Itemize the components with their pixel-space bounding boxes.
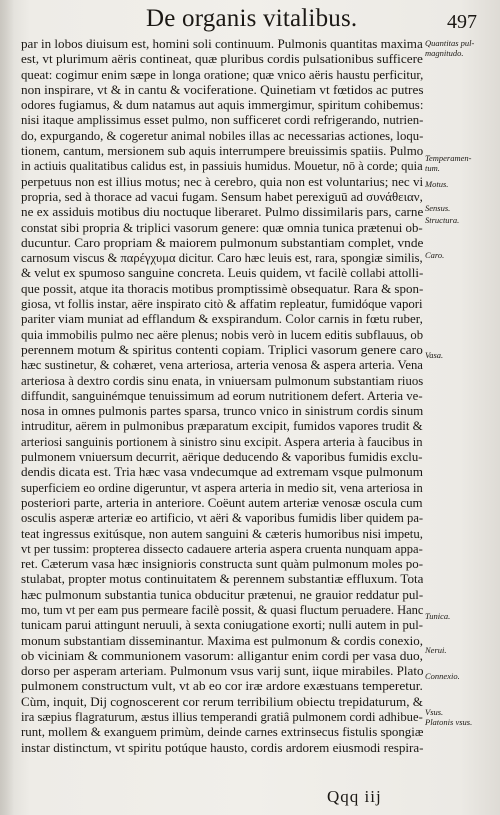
text-line: arteriosi sanguinis portionem à sinistro sinu excipit. Aspera arteria à faucibus in bbox=[21, 434, 423, 449]
page-gutter-shadow bbox=[0, 0, 14, 815]
text-line: constat sibi propria & triplici vasorum genere: quæ omnia tunica prætenui ob- bbox=[21, 220, 423, 235]
text-line: teat ingressus exitúsque, non autem sanguini & cæteris humoribus nisi impetu, bbox=[21, 526, 423, 541]
text-line: do, expurgando, & cogeretur animal nobiles illas ac necessarias actiones, loqu- bbox=[21, 128, 423, 143]
text-line: ret. Cæterum vasa hæc insignioris constructa sunt quàm pulmonum moles po- bbox=[21, 557, 423, 572]
margin-note: Platonis vsus. bbox=[425, 717, 473, 727]
text-line: queat: cogimur enim sæpe in longa oratione; quæ vnico aëris haustu perficitur, bbox=[21, 67, 424, 82]
text-line: runt, mollem & exanguem primùm, deinde carnes extrinsecus fistulis spongiæ bbox=[21, 725, 423, 740]
text-line: in actiuis qualitatibus calidus est, in passiuis humidus. Mouetur, nō à corde; quia bbox=[21, 159, 423, 174]
text-line: & velut ex spumoso sanguine concreta. Leuis quidem, vt facilè collabi attolli- bbox=[21, 266, 423, 281]
text-line: carnosum viscus & παρέγχυμα dicitur. Caro hæc leuis est, rara, spongiæ similis, bbox=[21, 251, 423, 266]
text-line: perpetuus non est illius motus; nec à cerebro, quia non est voluntarius; nec vi bbox=[21, 174, 424, 189]
text-line: Cùm, inquit, Dij cognoscerent cor rerum terribilium obiectu trepidaturum, & bbox=[21, 694, 423, 709]
margin-note: tum. bbox=[425, 163, 440, 173]
margin-note: magnitudo. bbox=[425, 48, 464, 58]
margin-note: Temperamen- bbox=[425, 153, 472, 163]
text-line: osculis asperæ arteriæ eo artificio, vt aëri & vaporibus fumidis liber quidem pa- bbox=[21, 511, 423, 526]
text-line: intruditur, aërem in pulmonibus præparatum excipit, fumidos vapores trudit & bbox=[21, 419, 423, 434]
margin-note: Tunica. bbox=[425, 611, 451, 621]
text-line: ducuntur. Caro propriam & maiorem pulmonum substantiam complet, vnde bbox=[21, 235, 423, 250]
margin-note: Caro. bbox=[425, 250, 445, 260]
margin-note: Structura. bbox=[425, 215, 460, 225]
text-line: ob viciniam & communionem vasorum: alligantur enim cordi per vasa duo, bbox=[21, 648, 423, 663]
margin-note: Vsus. bbox=[425, 707, 444, 717]
text-line: pulmonem constructum vult, vt ab eo cor iræ ardore exæstuans temperetur. bbox=[21, 679, 423, 694]
text-line: tunicam parui attingunt neruuli, à sexta coniugatione exorti; nulli autem in pul- bbox=[21, 618, 423, 633]
text-line: non inspirare, vt & in cantu & vociferatione. Quinetiam vt fœtidos ac putres bbox=[21, 82, 423, 97]
page-number: 497 bbox=[447, 11, 477, 33]
text-line: hæc sustinetur, & cohæret, vena arteriosa, arteria venosa & aspera arteria. Vena bbox=[21, 358, 423, 373]
text-line: par in lobos diuisum est, homini soli continuum. Pulmonis quantitas maxima bbox=[21, 37, 423, 51]
text-line: vt per tussim: propterea dissecto cadauere arteria aspera cruenta nunquam appa- bbox=[21, 541, 423, 556]
margin-note: Connexio. bbox=[425, 671, 460, 681]
text-line: pulmonem vniuersum decurrit, aërique deducendo & vaporibus fumidis exclu- bbox=[21, 450, 423, 465]
body-text bbox=[21, 37, 423, 756]
text-line: monum substantiam disseminantur. Maxima est pulmonum & cordis conexio, bbox=[21, 633, 423, 648]
text-line: arteriosa à dextro cordis sinu enata, in vniuersam pulmonum substantiam riuos bbox=[21, 373, 423, 388]
margin-note: Motus. bbox=[425, 179, 449, 189]
text-line: instar distinctum, vt spiritu potúque hausto, cordis ardorem eiusmodi respira- bbox=[21, 740, 424, 755]
running-title: De organis vitalibus. bbox=[146, 5, 358, 32]
text-line: pariter viam muniat ad efflandum & exspirandum. Color carnis in fœtu ruber, bbox=[21, 312, 423, 327]
text-line: odores fugiamus, & dum natamus aut aquis immergimur, spiritum cohibemus: bbox=[21, 98, 423, 113]
text-line: giosa, vt follis instar, aëre inspirato citò & affatim repleatur, fumidóque vapori bbox=[21, 297, 423, 312]
text-line: hæc pulmonum substantia tunica obducitur prætenui, ne grauior reddatur pul- bbox=[21, 587, 424, 602]
text-line: superficiem eo ordine digeruntur, vt aspera arteria in medio sit, vena arteriosa in bbox=[21, 480, 423, 495]
page-header bbox=[0, 3, 500, 39]
text-line: perennem motum & spiritus contenti copiam. Triplici vasorum genere caro bbox=[21, 342, 423, 357]
text-line: tionem, cantum, mersionem sub aquis interrumpere breuissimis spatiis. Pulmo bbox=[21, 144, 423, 159]
margin-note: Quantitas pul- bbox=[425, 38, 475, 48]
text-line: mo, tum vt per eam pus permeare facilè possit, & quasi fluctum peruadere. Hanc bbox=[21, 602, 423, 617]
signature-mark: Qqq iij bbox=[327, 787, 382, 806]
text-line: est, vt plurimum aëris contineat, quæ pluribus cordis pulsationibus sufficere bbox=[21, 52, 423, 67]
text-line: quia immobilis pulmo nec aëre plenus; nobis verò in lucem editis subflauus, ob bbox=[21, 327, 423, 342]
margin-note: Sensus. bbox=[425, 203, 451, 213]
margin-note: Vasa. bbox=[425, 350, 444, 360]
text-line: propria, sed à thorace ad vacui fugam. Sensum habet perexiguū ad συνάθειαν, bbox=[21, 189, 423, 204]
text-line: dendis dicata est. Tria hæc vasa vndecumque ad extremam vsque pulmonum bbox=[21, 465, 423, 480]
text-line: dorso per asperam arteriam. Pulmonum vsus varij sunt, iique mirabiles. Plato bbox=[21, 664, 424, 679]
text-line: posteriori parte, arteria in anteriore. Coëunt autem arteriæ venosæ oscula cum bbox=[21, 495, 423, 510]
text-line: stulabat, propter motus continuitatem & perennem substantiæ effluxum. Tota bbox=[21, 572, 423, 587]
text-line: nisi itaque amplissimus esset pulmo, non sufficeret cordi refrigerando, nutrien- bbox=[21, 113, 423, 128]
text-line: que possit, atque ita thoracis motibus promptissimè obsequatur. Rara & spon- bbox=[21, 281, 424, 296]
text-line: diffundit, sanguinémque tenuissimum ad eorum nutritionem defert. Arteria ve- bbox=[21, 388, 423, 403]
text-line: nosa in omnes pulmonis partes sparsa, trunco vnico in sinistrum cordis sinum bbox=[21, 404, 424, 419]
text-line: ira sæpius flagraturum, æstus illius temperandi gratiâ pulmonem cordi adhibue- bbox=[21, 710, 423, 725]
margin-note: Nerui. bbox=[425, 645, 447, 655]
text-line: ne ex assiduis motibus diu noctuque liberaret. Pulmo dissimilaris pars, carne bbox=[21, 205, 423, 220]
